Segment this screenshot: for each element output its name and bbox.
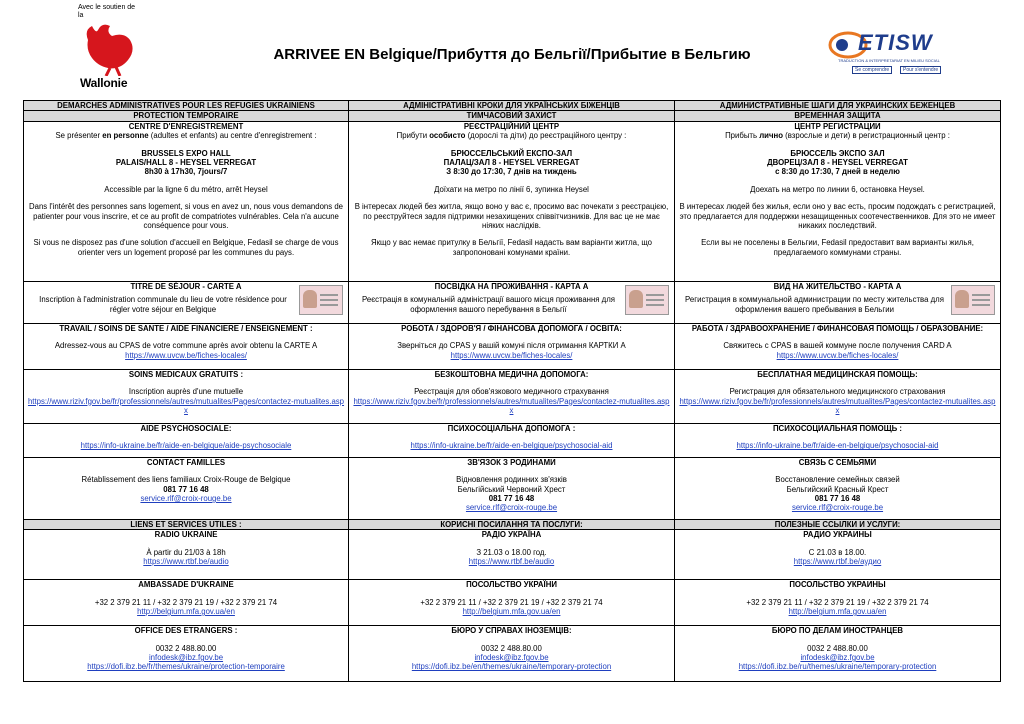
radio-title: RADIO UKRAINE bbox=[154, 530, 218, 540]
family-email[interactable]: service.rlf@croix-rouge.be bbox=[465, 503, 558, 513]
card-title: ВИД НА ЖИТЕЛЬСТВО - КАРТА А bbox=[773, 281, 902, 291]
card-cell bbox=[349, 281, 675, 323]
embassy-title: ПОСОЛЬСТВО УКРАИНЫ bbox=[789, 580, 886, 590]
registration-note: Dans l'intérêt des personnes sans logement, si vous en avez un, nous vous demandons de patienter pour vous inscrire, et ce au profit de compatriotes vulnérables. Cela n'a aucune conséquence pour vous. bbox=[29, 202, 343, 231]
embassy-link[interactable]: http://belgium.mfa.gov.ua/en bbox=[788, 607, 887, 617]
id-card-icon bbox=[625, 285, 669, 315]
registration-fedasil: Если вы не поселены в Бельгии, Fedasil предоставит вам варианты жилья, предлагаемого коммунами страны. bbox=[701, 238, 974, 257]
registration-title: ЦЕНТР РЕГИСТРАЦИИ bbox=[794, 121, 881, 131]
family-phone: 081 77 16 48 bbox=[163, 484, 209, 494]
family-cell bbox=[24, 457, 349, 519]
column-subtitle: ТИМЧАСОВИЙ ЗАХИСТ bbox=[349, 111, 675, 121]
registration-fedasil: Si vous ne disposez pas d'une solution d'accueil en Belgique, Fedasil se charge de vous orienter vers un logement proposé par les communes du pays. bbox=[33, 238, 339, 257]
radio-title: РАДИО УКРАИНЫ bbox=[803, 530, 872, 540]
medical-title: БЕЗКОШТОВНА МЕДИЧНА ДОПОМОГА: bbox=[434, 369, 589, 379]
family-cell bbox=[349, 457, 675, 519]
registration-title: CENTRE D'ENREGISTREMENT bbox=[128, 121, 244, 131]
office-email[interactable]: infodesk@ibz.fgov.be bbox=[800, 653, 875, 663]
family-phone: 081 77 16 48 bbox=[488, 494, 535, 504]
embassy-phones: +32 2 379 21 11 / +32 2 379 21 19 / +32 2 379 21 74 bbox=[420, 597, 603, 607]
office-phone: 0032 2 488.80.00 bbox=[155, 643, 217, 653]
office-link[interactable]: https://dofi.ibz.be/ru/themes/ukraine/temporary-protection bbox=[738, 662, 937, 672]
registration-place: БРЮССЕЛЬ ЭКСПО ЗАЛ bbox=[790, 148, 885, 158]
column-title: АДМИНИСТРАТИВНЫЕ ШАГИ ДЛЯ УКРАИНСКИХ БЕЖЕНЦЕВ bbox=[675, 101, 1001, 111]
radio-link[interactable]: https://www.rtbf.be/аудио bbox=[793, 557, 882, 567]
embassy-title: AMBASSADE D'UKRAINE bbox=[138, 580, 234, 590]
psychosocial-link[interactable]: https://info-ukraine.be/fr/aide-en-belgique/psychosocial-aid bbox=[736, 441, 939, 451]
registration-place: BRUSSELS EXPO HALL bbox=[141, 148, 231, 158]
brand-tagline: TRADUCTION & INTERPRETARIAT EN MILIEU SOCIAL bbox=[838, 58, 940, 63]
office-link[interactable]: https://dofi.ibz.be/fr/themes/ukraine/protection-temporaire bbox=[87, 662, 285, 672]
embassy-row bbox=[24, 580, 1001, 626]
registration-note: В інтересах людей без житла, якщо воно у вас є, просимо вас почекати з реєстрацією, по реєструйтеся задля підтримки незахищених співвітчизників. Для вас це не має ніяких наслідків. bbox=[354, 202, 669, 231]
family-email[interactable]: service.rlf@croix-rouge.be bbox=[791, 503, 884, 513]
id-card-icon bbox=[951, 285, 995, 315]
medical-text: Inscription auprès d'une mutuelle bbox=[128, 387, 244, 397]
radio-link[interactable]: https://www.rtbf.be/audio bbox=[143, 557, 229, 567]
links-header: LIENS ET SERVICES UTILES : bbox=[24, 519, 349, 529]
medical-text: Регистрация для обязательного медицинского страхования bbox=[729, 387, 946, 397]
etisw-logo bbox=[828, 28, 968, 88]
family-email[interactable]: service.rlf@croix-rouge.be bbox=[140, 494, 232, 504]
embassy-cell bbox=[675, 580, 1001, 626]
family-text-2: Бельгийский Красный Крест bbox=[786, 484, 889, 494]
psychosocial-link[interactable]: https://info-ukraine.be/fr/aide-en-belgique/psychosocial-aid bbox=[410, 441, 613, 451]
work-title: TRAVAIL / SOINS DE SANTE / AIDE FINANCIERE / ENSEIGNEMENT : bbox=[59, 323, 313, 333]
brand-pill: Se comprendre bbox=[852, 66, 892, 74]
registration-row bbox=[24, 121, 1001, 281]
psychosocial-title: AIDE PSYCHOSOCIALE: bbox=[140, 423, 232, 433]
links-header-row bbox=[24, 519, 1001, 529]
card-title: ПОСВІДКА НА ПРОЖИВАННЯ - КАРТА А bbox=[434, 281, 589, 291]
work-title: РОБОТА / ЗДОРОВ'Я / ФІНАНСОВА ДОПОМОГА / ОСВІТА: bbox=[401, 323, 622, 333]
embassy-cell bbox=[349, 580, 675, 626]
registration-instruction: Se présenter en personne (adultes et enfants) au centre d'enregistrement : bbox=[55, 131, 317, 141]
info-table bbox=[23, 100, 1001, 682]
radio-link[interactable]: https://www.rtbf.be/audio bbox=[468, 557, 555, 567]
work-link[interactable]: https://www.uvcw.be/fiches-locales/ bbox=[450, 350, 573, 360]
work-text: Adressez-vous au CPAS de votre commune après avoir obtenu la CARTE A bbox=[54, 341, 318, 351]
office-cell bbox=[24, 626, 349, 682]
registration-fedasil: Якщо у вас немає притулку в Бельгії, Fedasil надасть вам варіанти житла, що запропоновані комунами країни. bbox=[371, 238, 652, 257]
family-text: Rétablissement des liens familiaux Croix-Rouge de Belgique bbox=[81, 475, 291, 485]
work-link[interactable]: https://www.uvcw.be/fiches-locales/ bbox=[776, 350, 899, 360]
work-text: Свяжитесь с CPAS в вашей коммуне после получения CARD A bbox=[723, 341, 952, 351]
embassy-phones: +32 2 379 21 11 / +32 2 379 21 19 / +32 2 379 21 74 bbox=[746, 597, 929, 607]
registration-hall: ДВОРЕЦ/ЗАЛ 8 - HEYSEL VERREGAT bbox=[767, 158, 908, 168]
column-title: АДМІНІСТРАТИВНІ КРОКИ ДЛЯ УКРАЇНСЬКИХ БІЖЕНЦІВ bbox=[349, 101, 675, 111]
psychosocial-row bbox=[24, 423, 1001, 457]
registration-instruction: Прибыть лично (взрослые и дети) в регистрационный центр : bbox=[725, 131, 950, 141]
medical-row bbox=[24, 369, 1001, 423]
registration-cell bbox=[349, 121, 675, 281]
psychosocial-cell bbox=[675, 423, 1001, 457]
work-cell bbox=[675, 323, 1001, 369]
radio-cell bbox=[24, 530, 349, 580]
work-row bbox=[24, 323, 1001, 369]
medical-title: БЕСПЛАТНАЯ МЕДИЦИНСКАЯ ПОМОЩЬ: bbox=[757, 369, 918, 379]
brand-pill: Pour s'entendre bbox=[900, 66, 941, 74]
card-cell bbox=[675, 281, 1001, 323]
registration-cell bbox=[675, 121, 1001, 281]
medical-text: Реєстрація для обов'язкового медичного страхування bbox=[414, 387, 609, 397]
column-subtitle: PROTECTION TEMPORAIRE bbox=[24, 111, 349, 121]
office-link[interactable]: https://dofi.ibz.be/en/themes/ukraine/temporary-protection bbox=[411, 662, 612, 672]
registration-hours: с 8:30 до 17:30, 7 дней в неделю bbox=[775, 167, 900, 177]
card-text: Реєстрація в комунальній адміністрації вашого місця проживання для оформлення вашого перебування в Бельгії bbox=[362, 295, 615, 314]
links-header: ПОЛЕЗНЫЕ ССЫЛКИ И УСЛУГИ: bbox=[675, 519, 1001, 529]
psychosocial-title: ПСИХОСОЦІАЛЬНА ДОПОМОГА : bbox=[447, 423, 576, 433]
family-row bbox=[24, 457, 1001, 519]
family-text-2: Бельгійський Червоний Хрест bbox=[457, 484, 566, 494]
subheader-row bbox=[24, 111, 1001, 121]
medical-title: SOINS MEDICAUX GRATUITS : bbox=[128, 369, 244, 379]
medical-link[interactable]: https://www.riziv.fgov.be/fr/professionnels/autres/mutualites/Pages/contactez-mutualites.aspx bbox=[353, 396, 670, 416]
registration-place: БРЮССЕЛЬСЬКИЙ ЕКСПО-ЗАЛ bbox=[450, 148, 573, 158]
work-text: Зверніться до CPAS у вашій комуні після отримання КАРТКИ А bbox=[397, 341, 626, 351]
support-text: Avec le soutien de la bbox=[78, 4, 136, 19]
office-email[interactable]: infodesk@ibz.fgov.be bbox=[474, 653, 549, 663]
registration-hours: 8h30 à 17h30, 7jours/7 bbox=[144, 167, 228, 177]
card-text: Inscription à l'administration communale du lieu de votre résidence pour régler votre séjour en Belgique bbox=[39, 295, 287, 314]
office-phone: 0032 2 488.80.00 bbox=[807, 643, 868, 653]
column-subtitle: ВРЕМЕННАЯ ЗАЩИТА bbox=[675, 111, 1001, 121]
radio-title: РАДІО УКРАЇНА bbox=[481, 530, 542, 540]
page-title: ARRIVEE EN Belgique/Прибуття до Бельгії/Прибытие в Бельгию bbox=[273, 46, 751, 63]
embassy-link[interactable]: http://belgium.mfa.gov.ua/en bbox=[137, 607, 235, 617]
psychosocial-title: ПСИХОСОЦИАЛЬНАЯ ПОМОЩЬ : bbox=[772, 423, 903, 433]
region-name: Wallonie bbox=[80, 76, 128, 90]
radio-cell bbox=[349, 530, 675, 580]
family-text: Відновлення родинних зв'язків bbox=[456, 475, 567, 485]
radio-text: À partir du 21/03 à 18h bbox=[146, 547, 226, 557]
brand-name: ETISW bbox=[858, 30, 933, 55]
registration-metro: Доехать на метро по линии 6, остановка Heysel. bbox=[750, 184, 925, 194]
embassy-link[interactable]: http://belgium.mfa.gov.ua/en bbox=[462, 607, 561, 617]
family-phone: 081 77 16 48 bbox=[814, 494, 861, 504]
registration-hours: З 8:30 до 17:30, 7 днів на тиждень bbox=[446, 167, 577, 177]
registration-hall: ПАЛАЦ/ЗАЛ 8 - HEYSEL VERREGAT bbox=[443, 158, 580, 168]
medical-link[interactable]: https://www.riziv.fgov.be/fr/professionnels/autres/mutualites/Pages/contactez-mutualites.aspx bbox=[27, 396, 345, 416]
office-title: БЮРО У СПРАВАХ ІНОЗЕМЦІВ: bbox=[451, 626, 572, 636]
card-text: Регистрация в коммунальной администрации по месту жительства для оформления вашего пребывания в Бельгии bbox=[685, 295, 944, 314]
psychosocial-cell bbox=[349, 423, 675, 457]
medical-cell bbox=[24, 369, 349, 423]
office-email[interactable]: infodesk@ibz.fgov.be bbox=[148, 653, 224, 663]
medical-cell bbox=[349, 369, 675, 423]
medical-cell bbox=[675, 369, 1001, 423]
office-phone: 0032 2 488.80.00 bbox=[481, 643, 542, 653]
psychosocial-link[interactable]: https://info-ukraine.be/fr/aide-en-belgique/aide-psychosociale bbox=[80, 441, 292, 451]
family-title: СВЯЗЬ С СЕМЬЯМИ bbox=[798, 457, 877, 467]
registration-instruction: Прибути особисто (дорослі та діти) до реєстраційного центру : bbox=[396, 131, 627, 141]
family-title: CONTACT FAMILLES bbox=[146, 457, 226, 467]
radio-text: С 21.03 в 18.00. bbox=[808, 547, 867, 557]
office-title: БЮРО ПО ДЕЛАМ ИНОСТРАНЦЕВ bbox=[771, 626, 904, 636]
office-row bbox=[24, 626, 1001, 682]
registration-title: РЕЄСТРАЦІЙНИЙ ЦЕНТР bbox=[463, 121, 560, 131]
id-card-icon bbox=[299, 285, 343, 315]
medical-link[interactable]: https://www.riziv.fgov.be/fr/professionnels/autres/mutualites/Pages/contactez-mutualites.aspx bbox=[679, 396, 996, 416]
registration-metro: Доїхати на метро по лінії 6, зупинка Heysel bbox=[434, 184, 589, 194]
registration-cell bbox=[24, 121, 349, 281]
column-title: DEMARCHES ADMINISTRATIVES POUR LES REFUGIES UKRAINIENS bbox=[24, 101, 349, 111]
work-cell bbox=[349, 323, 675, 369]
radio-cell bbox=[675, 530, 1001, 580]
psychosocial-cell bbox=[24, 423, 349, 457]
card-title: TITRE DE SÉJOUR - CARTE A bbox=[130, 281, 242, 291]
radio-row bbox=[24, 530, 1001, 580]
work-link[interactable]: https://www.uvcw.be/fiches-locales/ bbox=[125, 350, 247, 360]
registration-note: В интересах людей без жилья, если оно у вас есть, просим подождать с регистрацией, это предлагается для поддержки незащищенных соотечественников. Для это не имеет никаких последствий. bbox=[679, 202, 996, 231]
embassy-phones: +32 2 379 21 11 / +32 2 379 21 19 / +32 2 379 21 74 bbox=[94, 597, 278, 607]
header-row bbox=[24, 101, 1001, 111]
embassy-cell bbox=[24, 580, 349, 626]
family-cell bbox=[675, 457, 1001, 519]
radio-text: З 21.03 о 18.00 год. bbox=[476, 547, 547, 557]
registration-hall: PALAIS/HALL 8 - HEYSEL VERREGAT bbox=[115, 158, 257, 168]
registration-metro: Accessible par la ligne 6 du métro, arrêt Heysel bbox=[104, 184, 268, 194]
family-text: Восстановление семейных связей bbox=[775, 475, 900, 485]
office-cell bbox=[675, 626, 1001, 682]
card-row bbox=[24, 281, 1001, 323]
family-title: ЗВ'ЯЗОК З РОДИНАМИ bbox=[467, 457, 556, 467]
office-cell bbox=[349, 626, 675, 682]
embassy-title: ПОСОЛЬСТВО УКРАЇНИ bbox=[466, 580, 557, 590]
work-cell bbox=[24, 323, 349, 369]
office-title: OFFICE DES ETRANGERS : bbox=[134, 626, 238, 636]
card-cell bbox=[24, 281, 349, 323]
links-header: КОРИСНІ ПОСИЛАННЯ ТА ПОСЛУГИ: bbox=[349, 519, 675, 529]
work-title: РАБОТА / ЗДРАВООХРАНЕНИЕ / ФИНАНСОВАЯ ПОМОЩЬ / ОБРАЗОВАНИЕ: bbox=[691, 323, 984, 333]
